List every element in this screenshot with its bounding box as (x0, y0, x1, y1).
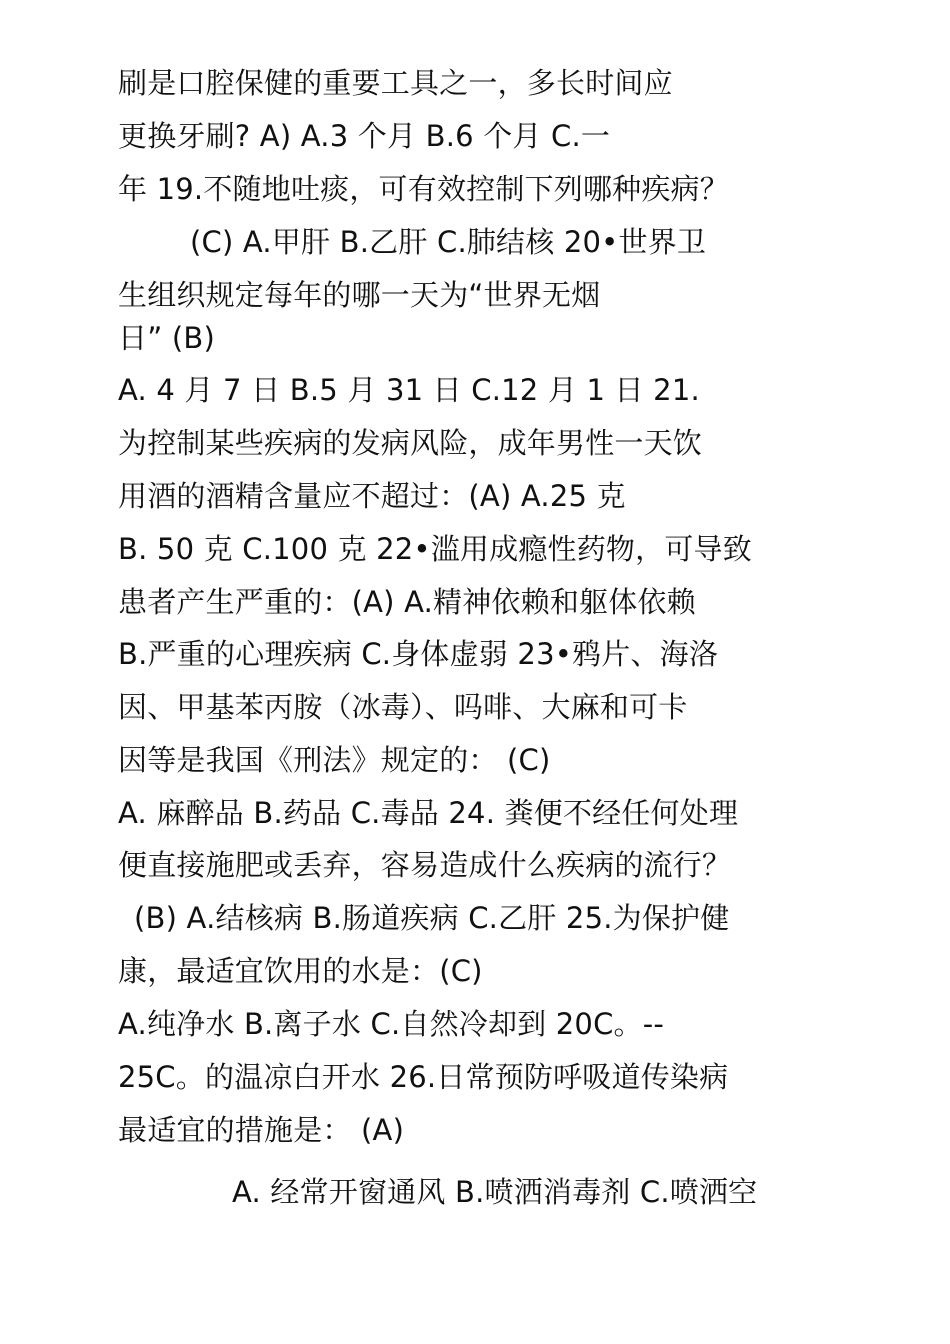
text-line-6: 日” (B) (118, 321, 215, 355)
text-line-3: 年 19.不随地吐痰，可有效控制下列哪种疾病？ (118, 172, 729, 206)
text-line-14: 因等是我国《刑法》规定的： (C) (118, 743, 551, 777)
text-line-10: B. 50 克 C.100 克 22•滥用成瘾性药物，可导致 (118, 532, 752, 566)
text-line-19: A.纯净水 B.离子水 C.自然冷却到 20C。-- (118, 1007, 665, 1041)
text-line-18: 康，最适宜饮用的水是：(C) (118, 954, 483, 988)
text-line-12: B.严重的心理疾病 C.身体虚弱 23•鸦片、海洛 (118, 637, 719, 671)
text-line-16: 便直接施肥或丢弃，容易造成什么疾病的流行？ (118, 848, 732, 882)
text-line-5: 生组织规定每年的哪一天为“世界无烟 (118, 278, 601, 312)
text-line-1: 刷是口腔保健的重要工具之一，多长时间应 (118, 66, 673, 100)
text-line-8: 为控制某些疾病的发病风险，成年男性一天饮 (118, 426, 703, 460)
text-line-17: (B) A.结核病 B.肠道疾病 C.乙肝 25.为保护健 (134, 901, 730, 935)
text-line-7: A. 4 月 7 日 B.5 月 31 日 C.12 月 1 日 21. (118, 373, 700, 407)
text-line-2: 更换牙刷? A) A.3 个月 B.6 个月 C.一 (118, 119, 611, 153)
text-line-9: 用酒的酒精含量应不超过：(A) A.25 克 (118, 479, 626, 513)
text-line-20: 25C。的温凉白开水 26.日常预防呼吸道传染病 (118, 1060, 729, 1094)
text-line-15: A. 麻醉品 B.药品 C.毒品 24. 粪便不经任何处理 (118, 796, 739, 830)
text-line-22: A. 经常开窗通风 B.喷洒消毒剂 C.喷洒空 (232, 1175, 758, 1209)
text-line-11: 患者产生严重的：(A) A.精神依赖和躯体依赖 (118, 585, 696, 619)
text-line-21: 最适宜的措施是： (A) (118, 1113, 405, 1147)
text-line-13: 因、甲基苯丙胺（冰毒）、吗啡、大麻和可卡 (118, 690, 688, 724)
text-line-4: (C) A.甲肝 B.乙肝 C.肺结核 20•世界卫 (190, 225, 707, 259)
